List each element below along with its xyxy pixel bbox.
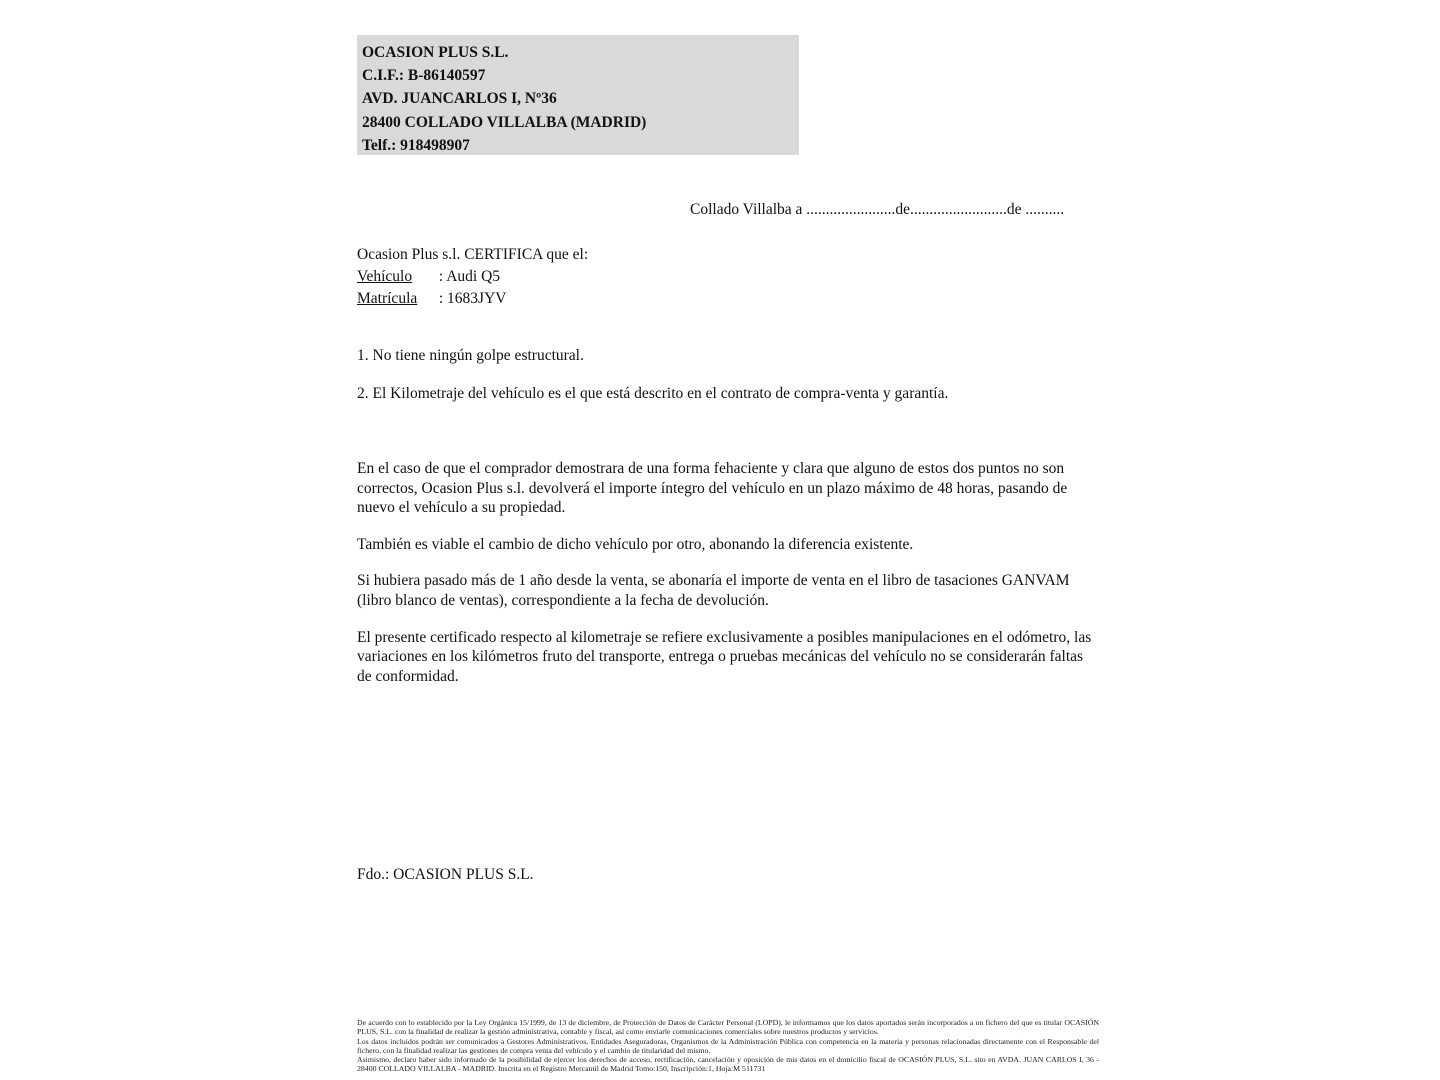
legal-footer-line-2: Los datos incluidos podrán ser comunicados a Gestores Administrativos, Entidades Aseguradoras, Organismos de la Administración Pública con competencia en la materia y personas relacionadas directamente con el Responsable del fichero, con la finalidad realizar las gestiones de compra venta del vehículo y el cambio de titularidad del mismo. [357,1036,1099,1055]
paragraph-exchange: También es viable el cambio de dicho vehículo por otro, abonando la diferencia existente. [357,535,914,553]
legal-footer-line-3: Asimismo, declaro haber sido informado de la posibilidad de ejercer los derechos de acceso, rectificación, cancelación y oposición de mis datos en el domicilio fiscal de OCASIÓN PLUS, S.L. sito en AVDA. JUAN CARLOS I, 36 - 28400 COLLADO VILLALBA - MADRID. Inscrita en el Registro Mercantil de Madrid Tomo:150, Inscripción:1, Hoja:M 511731 [357,1055,1099,1074]
vehicle-value: : Audi Q5 [438,268,501,285]
company-cif: C.I.F.: B-86140597 [362,67,486,85]
vehicle-row [357,266,588,288]
paragraph-odometer: El presente certificado respecto al kilometraje se refiere exclusivamente a posibles manipulaciones en el odómetro, las variaciones en los kilómetros fruto del transporte, entrega o pruebas mecánicas del vehículo no se considerarán faltas de conformidad. [357,628,1092,685]
certify-intro: Ocasion Plus s.l. CERTIFICA que el: [357,246,589,263]
plate-row [357,288,588,310]
vehicle-label: Vehículo [357,268,413,285]
company-phone: Telf.: 918498907 [362,136,470,154]
paragraph-refund: En el caso de que el comprador demostrara de una forma fehaciente y clara que alguno de estos dos puntos no son correctos, Ocasion Plus s.l. devolverá el importe íntegro del vehículo en un plazo máximo de 48 horas, pasando de nuevo el vehículo a su propiedad. [357,460,1068,517]
company-name: OCASION PLUS S.L. [362,44,509,61]
plate-value: : 1683JYV [438,290,507,307]
legal-footer-line-1: De acuerdo con lo establecido por la Ley Orgánica 15/1999, de 13 de diciembre, de Protección de Datos de Carácter Personal (LOPD), le informamos que los datos aportados serán incorporados a un fichero del que es titular OCASIÓN PLUS, S.L. con la finalidad de realizar la gestión administrativa, contable y fiscal, así como enviarle comunicaciones comerciales sobre nuestros productos y servicios. [357,1018,1099,1037]
point-2: 2. El Kilometraje del vehículo es el que está descrito en el contrato de compra-venta y garantía. [357,385,949,402]
point-1: 1. No tiene ningún golpe estructural. [357,347,584,364]
company-city: 28400 COLLADO VILLALBA (MADRID) [362,113,647,131]
date-line: Collado Villalba a .......................de.........................de .......... [690,201,1065,218]
company-header-block [357,35,799,155]
paragraph-ganvam: Si hubiera pasado más de 1 año desde la venta, se abonaría el importe de venta en el libro de tasaciones GANVAM (libro blanco de ventas), correspondiente a la fecha de devolución. [357,572,1070,609]
signature-line: Fdo.: OCASION PLUS S.L. [357,866,534,883]
company-address: AVD. JUANCARLOS I, Nº36 [362,90,557,108]
body-paragraphs [357,459,1097,703]
legal-footer [357,1018,1099,1074]
plate-label: Matrícula [357,290,418,307]
certify-block [357,244,588,310]
